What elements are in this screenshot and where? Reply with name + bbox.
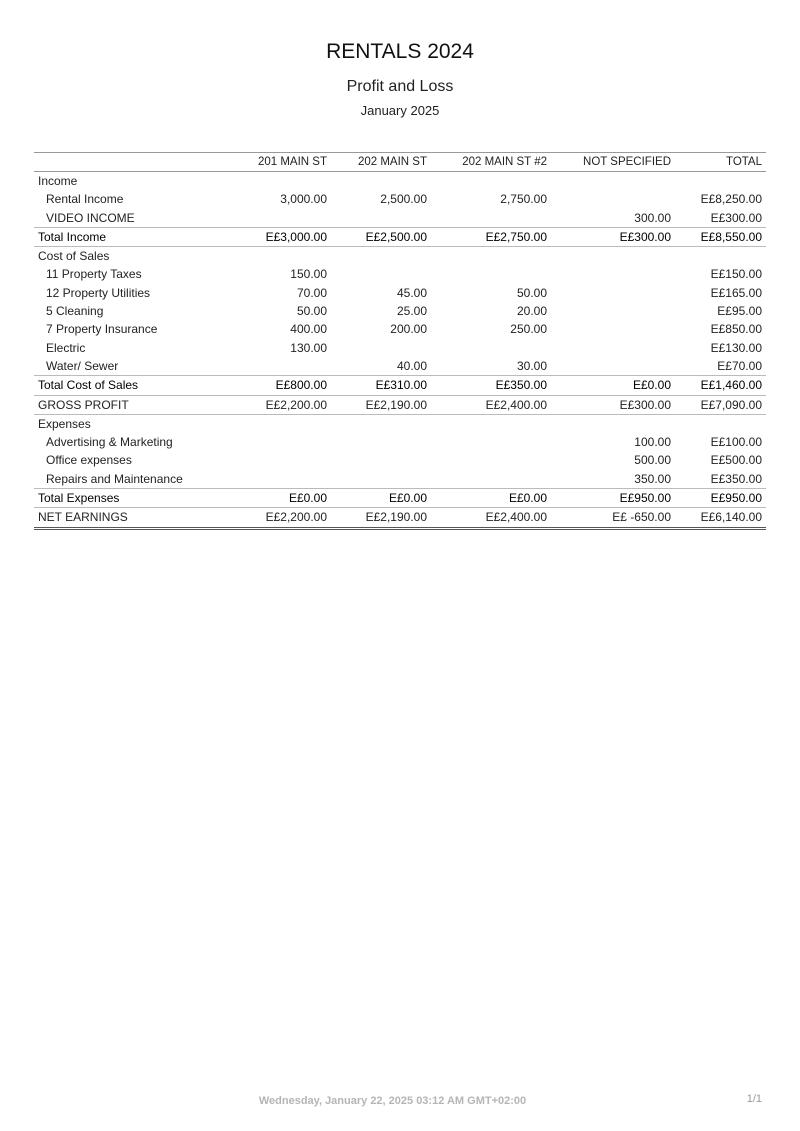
total-cell: E£0.00 [431,489,551,508]
column-header: 201 MAIN ST [239,153,331,172]
table-row [34,451,766,469]
amount-cell: 130.00 [290,340,327,355]
amount-cell [551,320,675,338]
account-label: Rental Income [46,192,124,207]
total-cell: E£950.00 [551,489,675,508]
amount-cell [551,190,675,208]
amount-cell [431,433,551,451]
gross-profit-cell: E£300.00 [551,395,675,414]
net-earnings-cell: E£6,140.00 [675,508,766,528]
amount-cell: E£95.00 [717,304,762,319]
column-header: 202 MAIN ST [331,153,431,172]
net-earnings-cell: E£ -650.00 [551,508,675,528]
gross-profit-row [34,395,766,414]
account-label: Repairs and Maintenance [46,471,183,486]
amount-cell [239,451,331,469]
table-row [34,209,766,228]
amount-cell: 250.00 [510,322,547,337]
section-heading: Income [38,174,78,188]
gross-profit-cell: E£2,400.00 [431,395,551,414]
total-cell: E£0.00 [331,489,431,508]
amount-cell: 70.00 [296,285,327,300]
net-earnings-cell: E£2,200.00 [239,508,331,528]
amount-cell: E£150.00 [710,267,762,282]
total-cell: E£2,500.00 [331,227,431,246]
section-heading-row [34,414,766,433]
amount-cell [551,302,675,320]
amount-cell: 45.00 [396,285,427,300]
amount-cell [239,433,331,451]
table-row [34,470,766,489]
report-period: January 2025 [360,103,440,118]
account-label: Advertising & Marketing [46,435,173,450]
amount-cell [431,470,551,489]
amount-cell: E£8,250.00 [700,192,762,207]
amount-cell: 2,500.00 [380,192,427,207]
net-earnings-label: NET EARNINGS [34,508,239,528]
total-row [34,489,766,508]
total-cell: E£8,550.00 [675,227,766,246]
gross-profit-label: GROSS PROFIT [34,395,239,414]
page-number: 1/1 [746,1093,762,1105]
profit-loss-table [34,152,766,530]
net-earnings-cell: E£2,400.00 [431,508,551,528]
amount-cell: E£165.00 [710,285,762,300]
total-row [34,227,766,246]
amount-cell: 50.00 [296,304,327,319]
account-label: 7 Property Insurance [46,322,158,337]
amount-cell: E£100.00 [710,435,762,450]
total-cell: E£300.00 [551,227,675,246]
report-timestamp: Wednesday, January 22, 2025 03:12 AM GMT+02:00 [258,1095,527,1107]
total-cell: E£0.00 [239,489,331,508]
amount-cell: 40.00 [396,358,427,373]
amount-cell [331,433,431,451]
amount-cell [239,209,331,228]
amount-cell: 350.00 [634,471,671,486]
amount-cell [331,339,431,357]
table-row [34,284,766,302]
amount-cell: 3,000.00 [280,192,327,207]
amount-cell: E£130.00 [710,340,762,355]
amount-cell [431,209,551,228]
amount-cell [331,451,431,469]
amount-cell [331,265,431,283]
amount-cell [431,339,551,357]
total-cell: E£800.00 [239,376,331,395]
section-heading-row [34,172,766,191]
amount-cell: E£350.00 [710,471,762,486]
amount-cell: 150.00 [290,267,327,282]
amount-cell [331,209,431,228]
amount-cell: 300.00 [634,210,671,225]
total-row [34,376,766,395]
gross-profit-cell: E£7,090.00 [675,395,766,414]
amount-cell [551,339,675,357]
amount-cell [239,470,331,489]
amount-cell: 25.00 [396,304,427,319]
report-title: Profit and Loss [346,78,454,95]
table-row [34,320,766,338]
account-label: 11 Property Taxes [46,267,142,282]
column-header: TOTAL [675,153,766,172]
gross-profit-cell: E£2,200.00 [239,395,331,414]
account-label: 12 Property Utilities [46,285,151,300]
section-heading-row [34,247,766,266]
amount-cell: 500.00 [634,453,671,468]
amount-cell [431,451,551,469]
total-cell: E£950.00 [675,489,766,508]
amount-cell [431,265,551,283]
company-name: RENTALS 2024 [326,40,474,63]
column-header-row [34,153,766,172]
amount-cell: 200.00 [390,322,427,337]
account-label: 5 Cleaning [46,304,104,319]
amount-cell: 400.00 [290,322,327,337]
section-heading: Expenses [38,416,91,431]
total-cell: E£1,460.00 [675,376,766,395]
table-row [34,433,766,451]
total-label: Total Cost of Sales [34,376,239,395]
amount-cell [551,357,675,376]
amount-cell: E£500.00 [710,453,762,468]
table-row [34,190,766,208]
amount-cell [551,265,675,283]
table-row [34,339,766,357]
column-header: NOT SPECIFIED [551,153,675,172]
amount-cell [331,470,431,489]
net-earnings-row [34,508,766,528]
total-cell: E£0.00 [551,376,675,395]
amount-cell: 100.00 [634,435,671,450]
total-cell: E£2,750.00 [431,227,551,246]
account-label: VIDEO INCOME [46,210,135,225]
amount-cell: E£850.00 [710,322,762,337]
section-heading: Cost of Sales [38,249,110,264]
column-header: 202 MAIN ST #2 [431,153,551,172]
amount-cell [239,357,331,376]
account-label: Electric [46,340,86,355]
table-row [34,357,766,376]
total-label: Total Expenses [34,489,239,508]
amount-cell: 50.00 [516,285,547,300]
amount-cell: 2,750.00 [500,192,547,207]
table-row [34,302,766,320]
total-cell: E£350.00 [431,376,551,395]
total-cell: E£3,000.00 [239,227,331,246]
amount-cell [551,284,675,302]
total-cell: E£310.00 [331,376,431,395]
column-header-account [34,153,239,172]
amount-cell: 30.00 [516,358,547,373]
account-label: Water/ Sewer [46,358,119,373]
amount-cell: E£70.00 [717,358,762,373]
amount-cell: 20.00 [516,304,547,319]
account-label: Office expenses [46,453,132,468]
gross-profit-cell: E£2,190.00 [331,395,431,414]
table-row [34,265,766,283]
total-label: Total Income [34,227,239,246]
amount-cell: E£300.00 [710,210,762,225]
net-earnings-cell: E£2,190.00 [331,508,431,528]
